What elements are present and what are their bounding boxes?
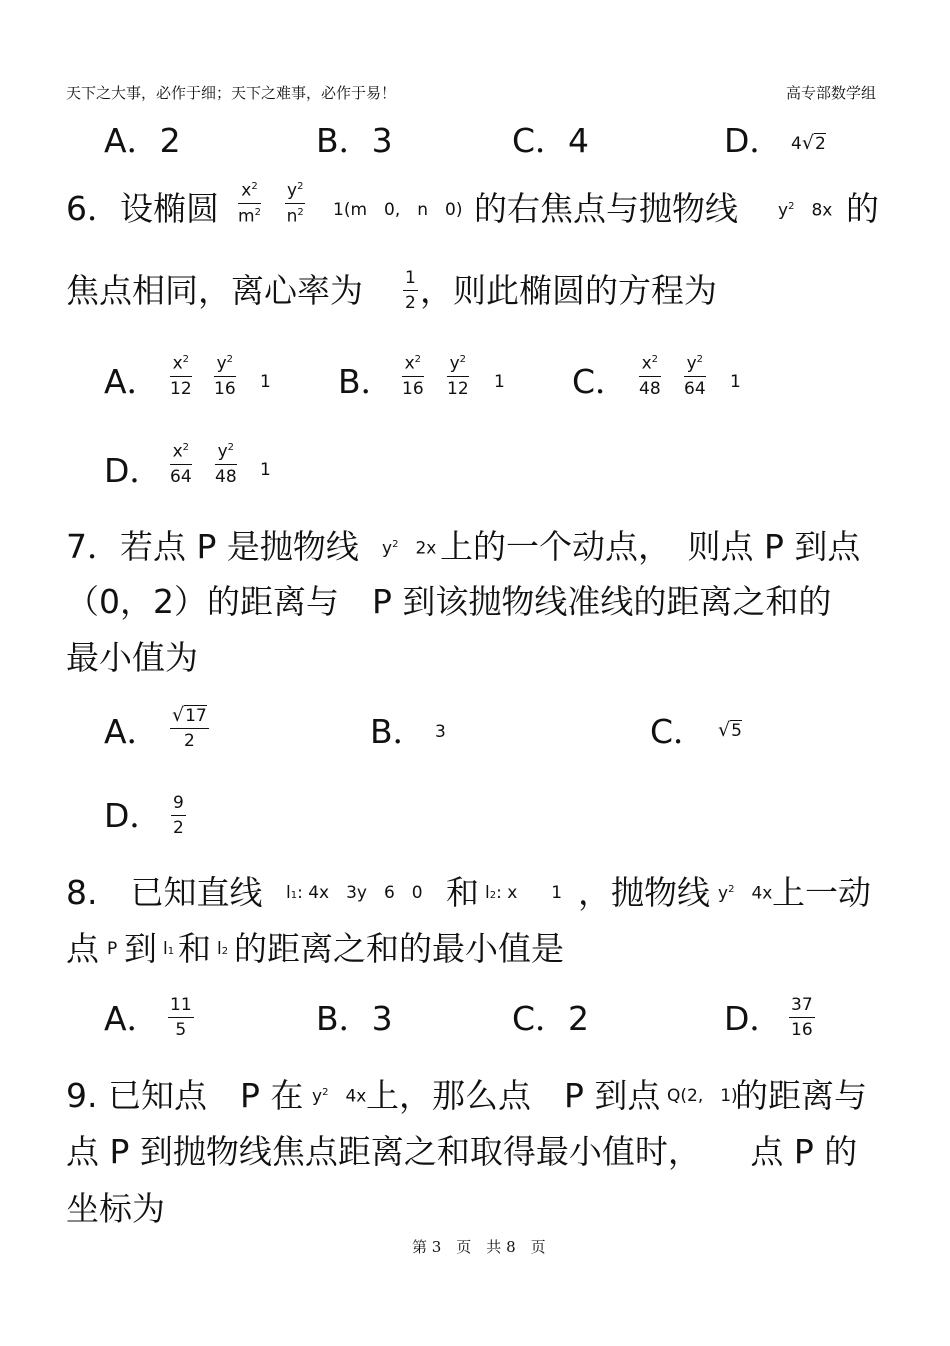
q5-option-b: B．3 (316, 121, 393, 160)
q9-line1b: 上，那么点 P 到点 (366, 1076, 661, 1115)
q8-line2a: 点 (66, 929, 99, 968)
q5-option-d-value: 4√2 (791, 132, 826, 154)
q7-c-value: √5 (718, 719, 742, 741)
q6-a-frac2: $\frac{y^2}{16}$ (214, 353, 236, 399)
q6-mid-text: 的右焦点与抛物线 (474, 189, 738, 228)
q6-frac-half: $\frac{1}{2}$ (405, 268, 416, 313)
q8-option-c: C．2 (512, 999, 590, 1038)
q6-parabola: $y^2$ 8x (778, 200, 833, 221)
q8-l2-ref: l2 (217, 939, 229, 959)
q8-line1c: ，抛物线 (578, 873, 710, 912)
q8-to: 到 (124, 929, 157, 968)
q8-l1-ref: l1 (163, 939, 175, 959)
q6-b-frac2: $\frac{y^2}{12}$ (447, 353, 469, 399)
q7-line1a: 7．若点 P 是抛物线 (66, 527, 359, 566)
q6-c-frac2: $\frac{y^2}{64}$ (684, 353, 706, 399)
q9-line3: 坐标为 (66, 1189, 165, 1228)
q8-parabola: $y^2$ 4x (718, 883, 773, 904)
q9-line2: 点 P 到抛物线焦点距离之和取得最小值时， 点 P 的 (66, 1132, 858, 1171)
q6-c-frac1: $\frac{x^2}{48}$ (639, 353, 661, 399)
q6-b-one: 1 (494, 372, 505, 392)
q7-option-a-label: A． (104, 712, 160, 751)
q9-line1a: 9. 已知点 P 在 (66, 1076, 304, 1115)
q7-line3: 最小值为 (66, 638, 198, 677)
q6-frac-x2-m2: $\frac{x^2}{m^2}$ (238, 180, 261, 227)
q6-end: 的 (846, 189, 879, 228)
q5-option-a: A．2 (104, 121, 181, 160)
q6-option-a-label: A． (104, 362, 160, 401)
q6-option-d-label: D． (104, 451, 163, 490)
q7-parabola: $y^2$ 2x (382, 538, 437, 559)
q9-parabola: $y^2$ 4x (312, 1086, 367, 1107)
q8-l1-equation: l1: 4x 3y 6 0 (286, 883, 423, 903)
q6-d-frac1: $\frac{x^2}{64}$ (170, 441, 192, 487)
q5-option-d-label: D． (724, 121, 783, 160)
q8-option-b: B．3 (316, 999, 393, 1038)
q6-line2a: 焦点相同，离心率为 (66, 271, 363, 310)
q7-option-c-label: C． (650, 712, 707, 751)
q6-d-frac2: $\frac{y^2}{48}$ (215, 441, 237, 487)
q7-b-value: 3 (435, 722, 446, 742)
q9-point-q: Q(2, 1) (667, 1086, 738, 1106)
q8-line2d: 的距离之和的最小值是 (234, 929, 564, 968)
q7-line2: （0，2）的距离与 P 到该抛物线准线的距离之和的 (66, 582, 832, 621)
q9-line1c: 的距离与 (735, 1076, 867, 1115)
q8-and: 和 (446, 873, 479, 912)
q6-condition: 1(m 0, n 0) (333, 200, 463, 220)
q6-frac-y2-n2: $\frac{y^2}{n^2}$ (286, 180, 304, 227)
q7-option-b-label: B． (370, 712, 426, 751)
q7-a-frac: $\frac{√17}{2}$ (172, 704, 207, 751)
q8-point-p: P (107, 939, 118, 959)
q6-prefix: 6．设椭圆 (66, 189, 219, 228)
q7-d-frac: $\frac{9}{2}$ (173, 793, 184, 838)
q6-c-one: 1 (730, 372, 741, 392)
q5-option-c: C．4 (512, 121, 590, 160)
q6-option-c-label: C． (572, 362, 629, 401)
header-motto: 天下之大事，必作于细；天下之难事，必作于易！ (66, 84, 397, 102)
q6-d-one: 1 (260, 460, 271, 480)
q6-a-frac1: $\frac{x^2}{12}$ (170, 353, 192, 399)
q7-line1b: 上的一个动点， 则点 P 到点 (440, 527, 861, 566)
q6-line2b: ，则此椭圆的方程为 (420, 271, 717, 310)
q8-l2-equation: l2: x 1 (485, 883, 563, 903)
q8-d-frac: $\frac{37}{16}$ (791, 995, 813, 1040)
q8-option-a-label: A． (104, 999, 160, 1038)
q6-a-one: 1 (260, 372, 271, 392)
q8-line1d: 上一动 (772, 873, 871, 912)
q8-line1a: 8. 已知直线 (66, 873, 263, 912)
header-group: 高专部数学组 (786, 84, 877, 102)
q8-and2: 和 (178, 929, 211, 968)
q6-option-b-label: B． (338, 362, 394, 401)
page-number: 第 3 页 共 8 页 (412, 1238, 546, 1256)
q8-option-d-label: D． (724, 999, 783, 1038)
q6-b-frac1: $\frac{x^2}{16}$ (402, 353, 424, 399)
q8-a-frac: $\frac{11}{5}$ (170, 995, 192, 1040)
q7-option-d-label: D． (104, 796, 163, 835)
